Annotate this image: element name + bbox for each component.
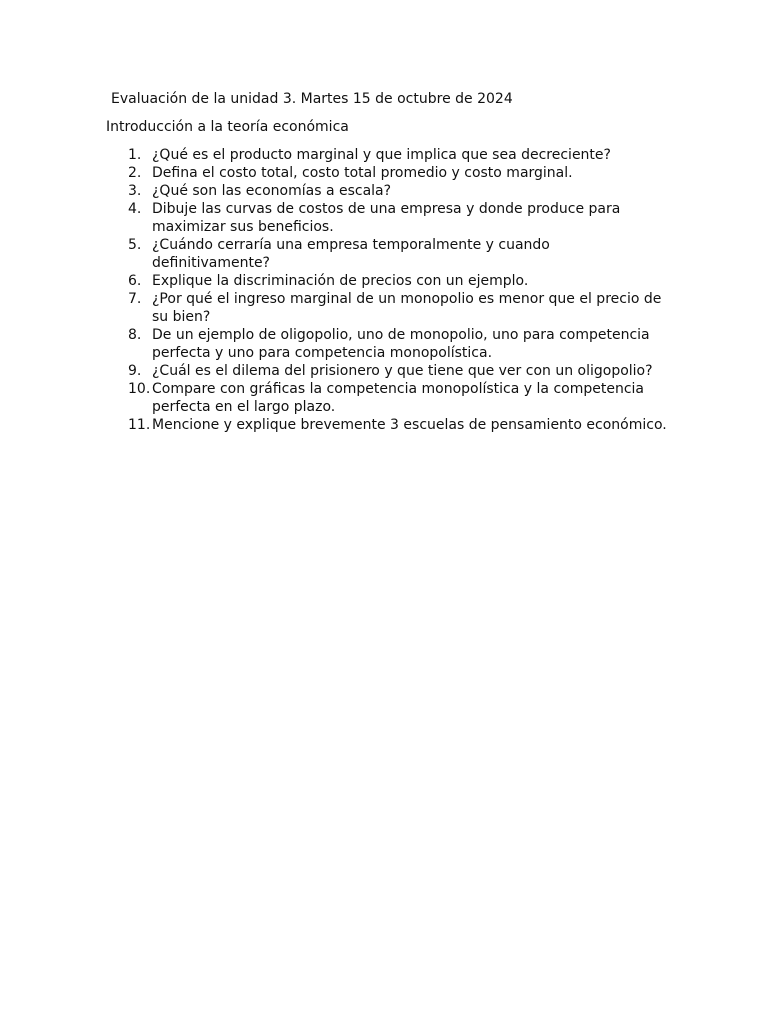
question-item — [0, 380, 768, 416]
question-line: perfecta en el largo plazo. — [152, 399, 336, 415]
question-item — [0, 416, 768, 434]
question-list — [0, 146, 768, 434]
question-line: Compare con gráficas la competencia monopolística y la competencia — [152, 381, 644, 397]
question-item — [0, 200, 768, 236]
question-text — [152, 416, 672, 434]
question-number: 3. — [128, 183, 142, 199]
question-line: ¿Qué es el producto marginal y que implica que sea decreciente? — [152, 147, 611, 163]
question-item — [0, 146, 768, 164]
question-line: ¿Qué son las economías a escala? — [152, 183, 392, 199]
question-text — [152, 290, 672, 326]
question-text — [152, 236, 672, 272]
question-item — [0, 182, 768, 200]
question-number: 6. — [128, 273, 142, 289]
question-number: 11. — [128, 417, 151, 433]
question-line: maximizar sus beneficios. — [152, 219, 334, 235]
question-line: su bien? — [152, 309, 211, 325]
question-line: Dibuje las curvas de costos de una empresa y donde produce para — [152, 201, 621, 217]
question-item — [0, 362, 768, 380]
question-line: ¿Cuándo cerraría una empresa temporalmente y cuando — [152, 237, 550, 253]
question-item — [0, 290, 768, 326]
question-text — [152, 200, 672, 236]
question-item — [0, 236, 768, 272]
question-line: Explique la discriminación de precios con un ejemplo. — [152, 273, 529, 289]
question-text — [152, 326, 672, 362]
question-number: 2. — [128, 165, 142, 181]
question-number: 9. — [128, 363, 142, 379]
question-item — [0, 164, 768, 182]
question-line: definitivamente? — [152, 255, 270, 271]
question-text — [152, 164, 672, 182]
question-text — [152, 146, 672, 164]
question-line: Defina el costo total, costo total promedio y costo marginal. — [152, 165, 573, 181]
question-text — [152, 380, 672, 416]
question-number: 8. — [128, 327, 142, 343]
question-text — [152, 272, 672, 290]
question-number: 4. — [128, 201, 142, 217]
question-line: Mencione y explique brevemente 3 escuelas de pensamiento económico. — [152, 417, 667, 433]
question-number: 7. — [128, 291, 142, 307]
question-line: perfecta y uno para competencia monopolística. — [152, 345, 493, 361]
question-line: ¿Cuál es el dilema del prisionero y que tiene que ver con un oligopolio? — [152, 363, 653, 379]
document-title: Evaluación de la unidad 3. Martes 15 de octubre de 2024 — [111, 91, 513, 107]
question-text — [152, 182, 672, 200]
question-item — [0, 272, 768, 290]
question-number: 1. — [128, 147, 142, 163]
question-line: ¿Por qué el ingreso marginal de un monopolio es menor que el precio de — [152, 291, 662, 307]
question-line: De un ejemplo de oligopolio, uno de monopolio, uno para competencia — [152, 327, 650, 343]
document-subtitle: Introducción a la teoría económica — [106, 119, 349, 135]
question-item — [0, 326, 768, 362]
question-number: 5. — [128, 237, 142, 253]
question-text — [152, 362, 672, 380]
question-number: 10. — [128, 381, 151, 397]
